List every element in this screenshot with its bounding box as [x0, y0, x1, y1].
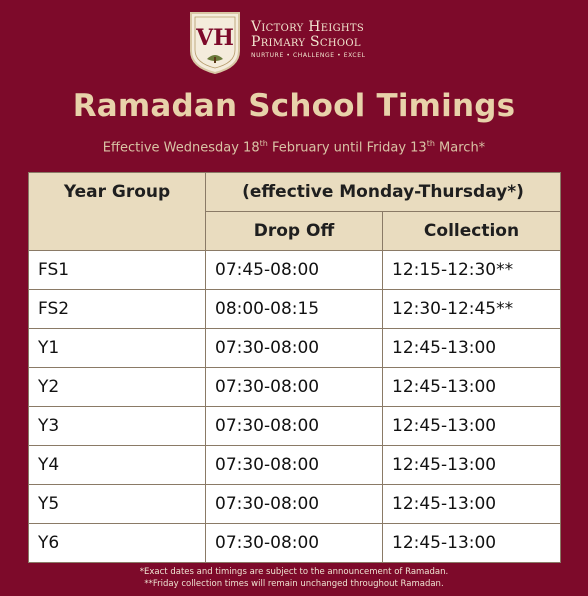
cell-drop-off: 07:30-08:00 [206, 368, 383, 407]
school-logo [189, 11, 366, 77]
table-row [29, 524, 561, 563]
cell-year-group: Y1 [29, 329, 206, 368]
school-name-block [251, 20, 366, 59]
cell-collection: 12:45-13:00 [383, 485, 561, 524]
header-drop-off: Drop Off [206, 212, 383, 251]
cell-drop-off: 08:00-08:15 [206, 290, 383, 329]
cell-drop-off: 07:30-08:00 [206, 329, 383, 368]
table-row [29, 251, 561, 290]
cell-drop-off: 07:30-08:00 [206, 446, 383, 485]
footnote-1: *Exact dates and timings are subject to the announcement of Ramadan. [139, 567, 449, 577]
effective-dates [0, 139, 588, 155]
cell-collection: 12:45-13:00 [383, 524, 561, 563]
cell-collection: 12:45-13:00 [383, 407, 561, 446]
subtitle-sup1: th [259, 139, 268, 148]
table-row [29, 329, 561, 368]
subtitle-suffix: March* [434, 140, 486, 156]
footnote-2: **Friday collection times will remain unchanged throughout Ramadan. [144, 579, 444, 589]
crest-initials: VH [196, 25, 234, 51]
school-crest-icon [189, 11, 241, 75]
subtitle-sup2: th [426, 139, 435, 148]
cell-drop-off: 07:30-08:00 [206, 407, 383, 446]
cell-year-group: FS1 [29, 251, 206, 290]
header-collection: Collection [383, 212, 561, 251]
cell-year-group: Y6 [29, 524, 206, 563]
table-row [29, 446, 561, 485]
subtitle-middle: February until Friday 13 [267, 140, 427, 156]
timings-table [28, 172, 561, 563]
table-row [29, 290, 561, 329]
cell-drop-off: 07:45-08:00 [206, 251, 383, 290]
cell-year-group: FS2 [29, 290, 206, 329]
cell-collection: 12:45-13:00 [383, 329, 561, 368]
cell-collection: 12:45-13:00 [383, 446, 561, 485]
school-name-line2: Primary School [251, 34, 361, 50]
table-row [29, 407, 561, 446]
cell-year-group: Y5 [29, 485, 206, 524]
cell-drop-off: 07:30-08:00 [206, 524, 383, 563]
table-body [29, 251, 561, 563]
school-motto: NURTURE • CHALLENGE • EXCEL [251, 52, 366, 59]
cell-drop-off: 07:30-08:00 [206, 485, 383, 524]
cell-collection: 12:15-12:30** [383, 251, 561, 290]
header-effective: (effective Monday-Thursday*) [206, 173, 561, 212]
table-row [29, 368, 561, 407]
table-row [29, 485, 561, 524]
subtitle-prefix: Effective Wednesday 18 [102, 140, 260, 156]
cell-year-group: Y4 [29, 446, 206, 485]
cell-collection: 12:30-12:45** [383, 290, 561, 329]
page-title: Ramadan School Timings [72, 88, 516, 124]
school-name-line1: Victory Heights [251, 19, 365, 35]
cell-collection: 12:45-13:00 [383, 368, 561, 407]
cell-year-group: Y2 [29, 368, 206, 407]
footnotes [0, 566, 588, 590]
cell-year-group: Y3 [29, 407, 206, 446]
header-year-group: Year Group [29, 173, 206, 251]
